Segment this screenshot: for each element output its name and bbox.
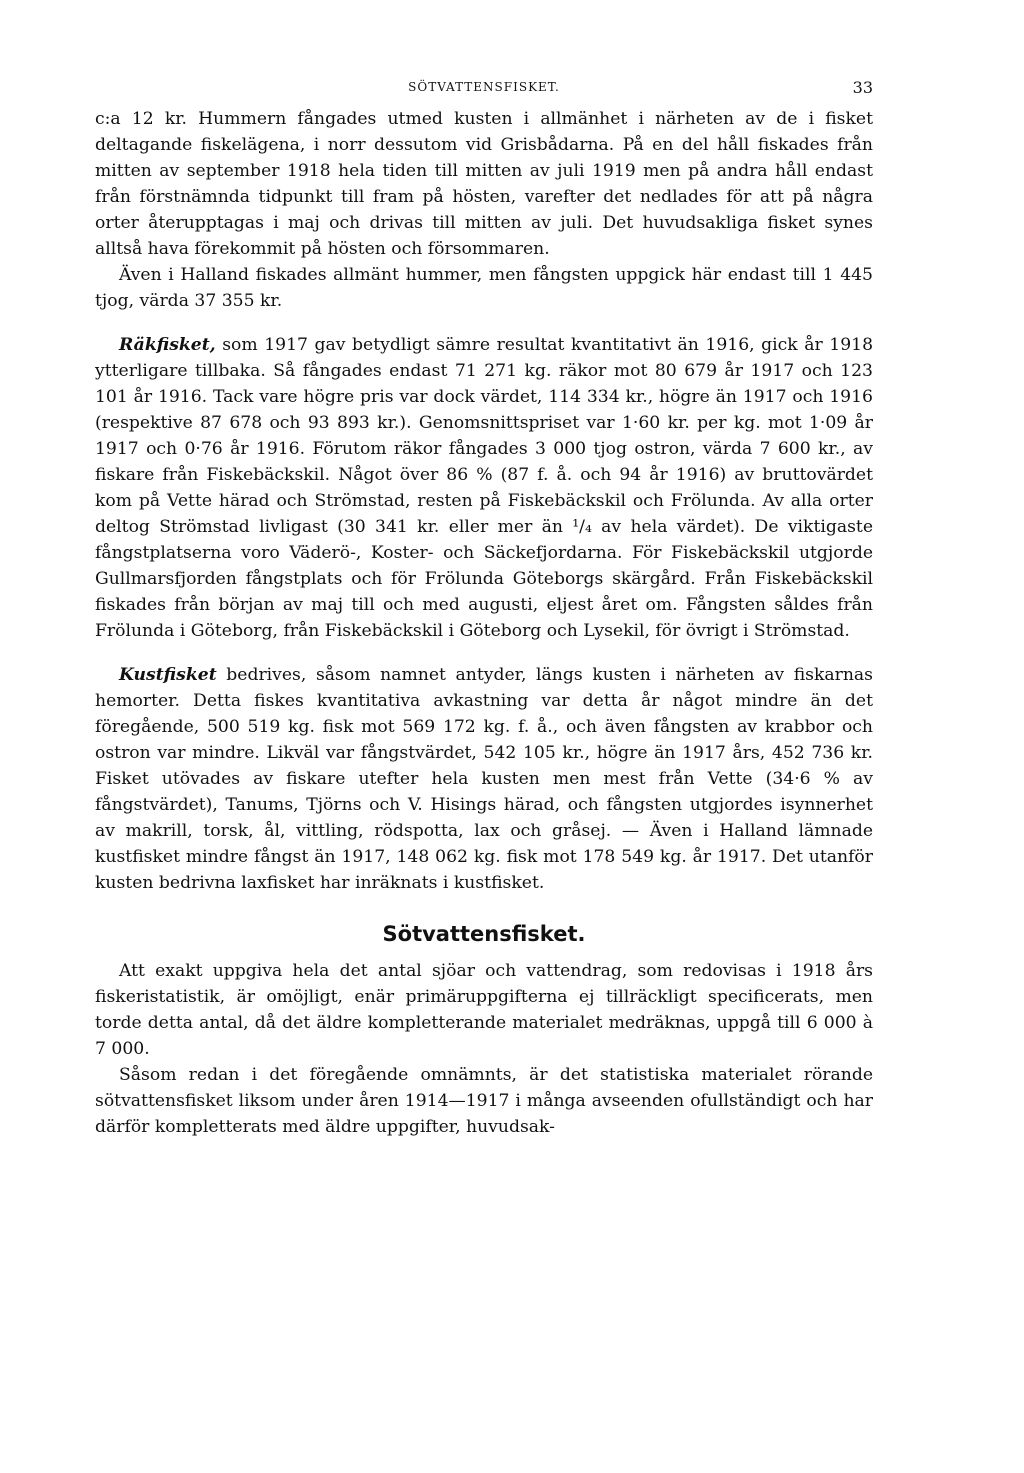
page-number: 33 (852, 78, 873, 97)
paragraph-text: Såsom redan i det föregående omnämnts, är det statistiska materialet rörande sötvattensfisket liksom under åren 1914—1917 i många avseenden ofullständigt och har därför kompletterats med äldre uppgifter, huvudsak- (95, 1065, 873, 1137)
section-heading: Sötvattensfisket. (382, 922, 586, 946)
paragraph-text: Att exakt uppgiva hela det antal sjöar och vattendrag, som redovisas i 1918 års fiskeristatistik, är omöjligt, enär primäruppgifterna ej tillräckligt specificerats, men torde detta antal, då det äldre kompletterande materialet medräknas, uppgå till 6 000 à 7 000. (95, 961, 873, 1059)
document-page (95, 76, 873, 1140)
paragraph-text: som 1917 gav betydligt sämre resultat kvantitativt än 1916, gick år 1918 ytterligare tillbaka. Så fångades endast 71 271 kg. räkor mot 80 679 år 1917 och 123 101 år 1916. Tack vare högre pris var dock värdet, 114 334 kr., högre än 1917 och 1916 (respektive 87 678 och 93 893 kr.). Genomsnittspriset var 1·60 kr. per kg. mot 1·09 år 1917 och 0·76 år 1916. Förutom räkor fångades 3 000 tjog ostron, värda 7 600 kr., av fiskare från Fiskebäckskil. Något över 86 % (87 f. å. och 94 år 1916) av bruttovärdet kom på Vette härad och Strömstad, resten på Fiskebäckskil och Frölunda. Av alla orter deltog Strömstad livligast (30 341 kr. eller mer än ¹/₄ av hela värdet). De viktigaste fångstplatserna voro Väderö-, Koster- och Säckefjordarna. För Fiskebäckskil utgjorde Gullmarsfjorden fångstplats och för Frölunda Göteborgs skärgård. Från Fiskebäckskil fiskades från början av maj till och med augusti, eljest året om. Fångsten såldes från Frölunda i Göteborg, från Fiskebäckskil i Göteborg och Lysekil, för övrigt i Strömstad. (95, 335, 873, 641)
paragraph-gap (95, 314, 873, 332)
paragraph-sotvatten-material (95, 1062, 873, 1140)
paragraph-rakfisket (95, 332, 873, 644)
running-head-title: SÖTVATTENSFISKET. (408, 80, 560, 94)
paragraph-gap (95, 644, 873, 662)
paragraph-lead-term: Räkfisket, (119, 335, 216, 355)
paragraph-text: c:a 12 kr. Hummern fångades utmed kusten i allmänhet i närheten av de i fisket deltagande fiskelägena, i norr dessutom vid Grisbådarna. På en del håll fiskades från mitten av september 1918 hela tiden till mitten av juli 1919 men på andra håll endast från förstnämnda tidpunkt till fram på hösten, varefter det nedlades för att på några orter återupptagas i maj och drivas till mitten av juli. Det huvudsakliga fisket synes alltså hava förekommit på hösten och försommaren. (95, 109, 873, 259)
paragraph-halland-hummer (95, 262, 873, 314)
paragraph-sotvatten-antal (95, 958, 873, 1062)
paragraph-text: bedrives, såsom namnet antyder, längs kusten i närheten av fiskarnas hemorter. Detta fiskes kvantitativa avkastning var detta år något mindre än det föregående, 500 519 kg. fisk mot 569 172 kg. f. å., och även fångsten av krabbor och ostron var mindre. Likväl var fångstvärdet, 542 105 kr., högre än 1917 års, 452 736 kr. Fisket utövades av fiskare utefter hela kusten men mest från Vette (34·6 % av fångstvärdet), Tanums, Tjörns och V. Hisings härad, och fångsten utgjordes isynnerhet av makrill, torsk, ål, vittling, rödspotta, lax och gråsej. — Även i Halland lämnade kustfisket mindre fångst än 1917, 148 062 kg. fisk mot 178 549 kg. år 1917. Det utanför kusten bedrivna laxfisket har inräknats i kustfisket. (95, 665, 873, 893)
paragraph-kustfisket (95, 662, 873, 896)
paragraph-text: Även i Halland fiskades allmänt hummer, men fångsten uppgick här endast till 1 445 tjog, värda 37 355 kr. (95, 265, 873, 311)
paragraph-hummer (95, 106, 873, 262)
paragraph-lead-term: Kustfisket (119, 665, 217, 685)
running-head (95, 76, 873, 106)
